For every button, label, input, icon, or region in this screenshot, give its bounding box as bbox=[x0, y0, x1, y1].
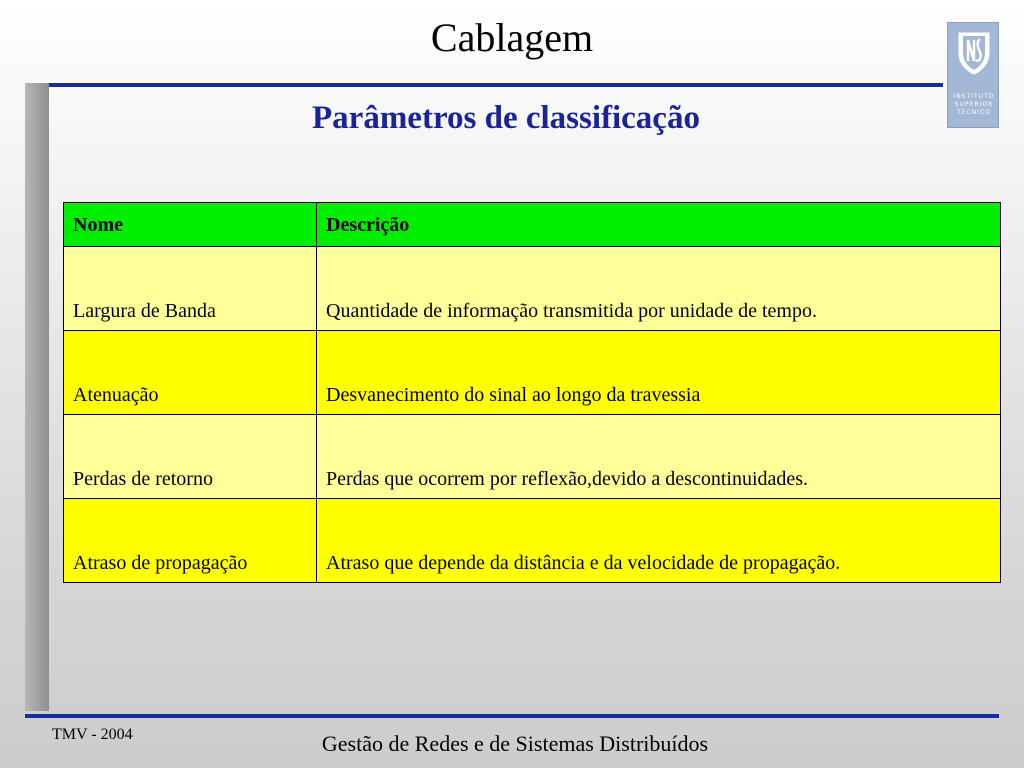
row-name: Atraso de propagação bbox=[64, 499, 317, 583]
slide-subtitle: Parâmetros de classificação bbox=[312, 100, 700, 136]
footer-course-title: Gestão de Redes e de Sistemas Distribuídos bbox=[321, 731, 709, 756]
footer-author-year: TMV - 2004 bbox=[52, 726, 133, 743]
row-name: Atenuação bbox=[64, 331, 317, 415]
row-description: Quantidade de informação transmitida por unidade de tempo. bbox=[317, 247, 1001, 331]
logo-line-2: SUPERIOR bbox=[954, 101, 994, 108]
row-description: Perdas que ocorrem por reflexão,devido a descontinuidades. bbox=[317, 415, 1001, 499]
header-name: Nome bbox=[64, 203, 317, 247]
header-description: Descrição bbox=[317, 203, 1001, 247]
table-row bbox=[64, 415, 1001, 499]
parameters-table bbox=[63, 202, 1001, 583]
row-name: Largura de Banda bbox=[64, 247, 317, 331]
top-divider bbox=[25, 83, 943, 87]
table-row bbox=[64, 331, 1001, 415]
row-name: Perdas de retorno bbox=[64, 415, 317, 499]
table-header-row bbox=[64, 203, 1001, 247]
logo-line-1: INSTITUTO bbox=[953, 93, 995, 100]
table-row bbox=[64, 499, 1001, 583]
table-row bbox=[64, 247, 1001, 331]
row-description: Desvanecimento do sinal ao longo da travessia bbox=[317, 331, 1001, 415]
logo-line-3: TÉCNICO bbox=[957, 109, 991, 116]
slide-title: Cablagem bbox=[430, 15, 594, 60]
row-description: Atraso que depende da distância e da velocidade de propagação. bbox=[317, 499, 1001, 583]
bottom-divider bbox=[25, 714, 999, 718]
shield-icon bbox=[957, 31, 991, 75]
left-decorative-bar bbox=[25, 83, 49, 711]
